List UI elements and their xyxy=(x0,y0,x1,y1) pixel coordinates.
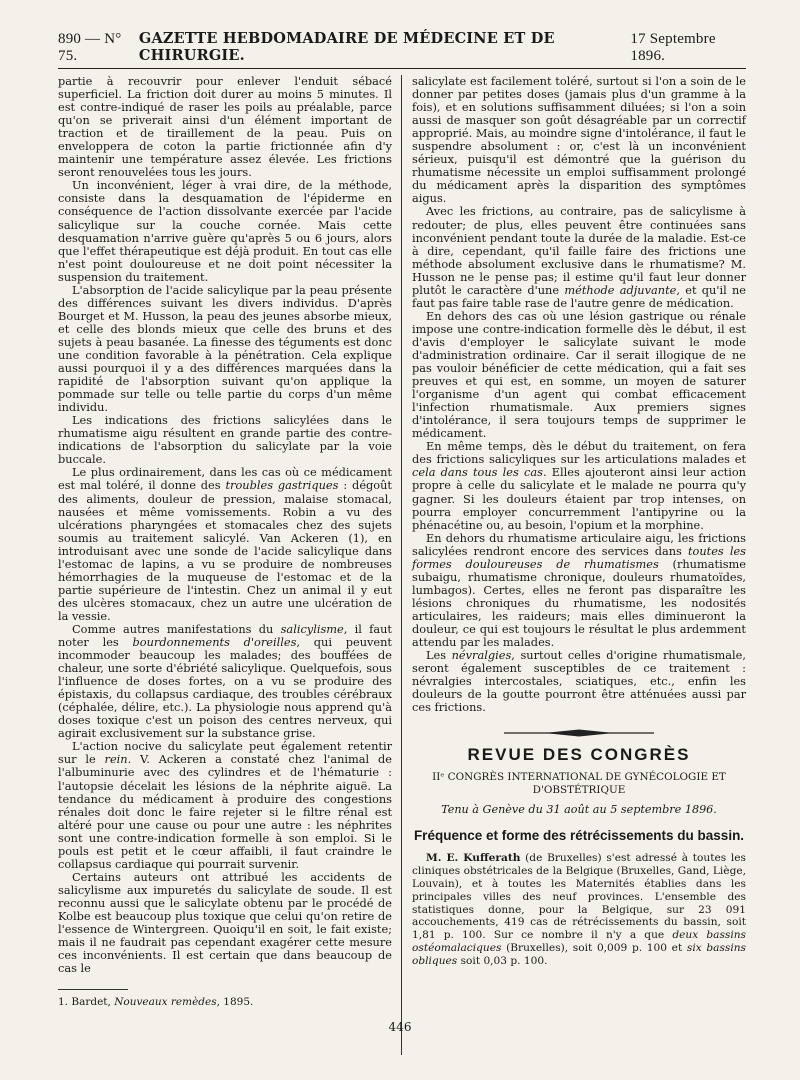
paragraph: Les névralgies, surtout celles d'origine rhumatismale, seront également susceptibles de ce traitement : névralgies intercostales, sciatiques, etc., enfin les douleurs de la goutte pourront être atténuées aussi par ces frictions. xyxy=(412,648,746,715)
article-paragraph: M. E. Kufferath (de Bruxelles) s'est adressé à toutes les cliniques obstétricales de la Belgique (Bruxelles, Gand, Liège, Louvain), et à toutes les Maternités établies dans les principales villes des neuf provinces. L'ensemble des statistiques donne, pour la Belgique, sur 23 091 accouchements, 419 cas de rétrécissements du bassin, soit 1,81 p. 100. Sur ce nombre il n'y a que deux bassins ostéomalaciques (Bruxelles), soit 0,009 p. 100 et six bassins obliques soit 0,03 p. 100. xyxy=(412,852,746,967)
footnote-separator xyxy=(58,989,128,990)
paragraph: Les indications des frictions salicylées dans le rhumatisme aigu résultent en grande partie des contre-indications de l'absorption du salicylate par la voie buccale. xyxy=(58,413,392,467)
journal-title: GAZETTE HEBDOMADAIRE DE MÉDECINE ET DE CHIRURGIE. xyxy=(138,30,555,64)
footnote: 1. Bardet, Nouveaux remèdes, 1895. xyxy=(58,996,254,1009)
paragraph: En dehors des cas où une lésion gastrique ou rénale impose une contre-indication formelle dès le début, il est d'avis d'employer le salicylate suivant le mode d'administration ordinaire. Car il serait illogique de ne pas vouloir bénéficier de cette médication, qui a fait ses preuves et qui est, en somme, un moyen de saturer l'organisme d'un agent qui combat efficacement l'infection rhumatismale. Aux premiers signes d'intolérance, il sera toujours temps de supprimer le médicament. xyxy=(412,308,746,441)
paragraph: Avec les frictions, au contraire, pas de salicylisme à redouter; de plus, elles peuvent être continuées sans inconvénient pendant toute la durée de la maladie. Est-ce à dire, cependant, qu'il faille faire des frictions une méthode absolument exclusive dans le rhumatisme? M. Husson ne le pense pas; il estime qu'il faut leur donner plutôt le caractère d'une méthode adjuvante, et qu'il ne faut pas faire table rase de l'autre genre de médication. xyxy=(412,204,747,310)
congress-name: IIᵉ CONGRÈS INTERNATIONAL DE GYNÉCOLOGIE ET D'OBSTÉTRIQUE xyxy=(432,771,726,797)
paragraph: Un inconvénient, léger à vrai dire, de la méthode, consiste dans la desquamation de l'épiderme en conséquence de l'action dissolvante exercée par l'acide salicylique sur la couche cornée. Mais cette desquamation n'arrive guère qu'après 5 ou 6 jours, alors que l'effet thérapeutique est déjà produit. En tout cas elle n'est point douloureuse et ne doit point nécessiter la suspension du traitement. xyxy=(58,178,392,284)
two-column-body xyxy=(58,75,746,1009)
congress-dates: Tenu à Genève du 31 août au 5 septembre 1896. xyxy=(441,803,717,817)
left-column xyxy=(58,75,402,1009)
paragraph: Le plus ordinairement, dans les cas où ce médicament est mal toléré, il donne des troubles gastriques : dégoût des aliments, douleur de pression, malaise stomacal, nausées et même vomissements. Robin a vu des ulcérations pharyngées et stomacales chez des sujets soumis au traitement salicylé. Van Ackeren (1), en introduisant avec une sonde de l'acide salicylique dans l'estomac de lapins, a vu se produire de nombreuses hémorrhagies de la muqueuse de l'estomac et de la partie supérieure de l'intestin. Chez un animal il y eut des ulcères stomacaux, chez un autre une ulcération de la vessie. xyxy=(58,465,392,623)
paragraph: En même temps, dès le début du traitement, on fera des frictions salicyliques sur les articulations malades et cela dans tous les cas. Elles ajouteront ainsi leur action propre à celle du salicylate et le malade ne pourra qu'y gagner. Si les douleurs étaient par trop intenses, on pourra employer concurremment l'antipyrine ou la phénacétine ou, au besoin, l'opium et la morphine. xyxy=(412,439,746,532)
folio-number: 446 xyxy=(388,1020,412,1034)
paragraph: L'action nocive du salicylate peut également retentir sur le rein. V. Ackeren a constaté chez l'animal de l'albuminurie avec des cylindres et de l'hématurie : l'autopsie décelait les lésions de la néphrite aiguë. La tendance du médicament à produire des congestions rénales doit donc le faire rejeter si le filtre rénal est altéré pour une cause ou pour une autre : les néphrites sont une contre-indication formelle à son emploi. Si le pouls est petit et le cœur affaibli, il faut craindre le collapsus cardiaque qui pourrait survenir. xyxy=(58,739,392,871)
page-number: 890 — N° 75. xyxy=(58,31,122,64)
paragraph: L'absorption de l'acide salicylique par la peau présente des différences suivant les divers individus. D'après Bourget et M. Husson, la peau des jeunes absorbe mieux, et celle des blonds mieux que celle des bruns et des sujets à peau basanée. La finesse des téguments est donc une condition favorable à la pénétration. Cela explique aussi pourquoi il y a des différences marquées dans la rapidité de l'absorption suivant qu'on applique la pommade sur telle ou telle partie du corps d'un même individu. xyxy=(58,282,392,415)
article-title: Fréquence et forme des rétrécissements du bassin. xyxy=(413,828,745,844)
paragraph: En dehors du rhumatisme articulaire aigu, les frictions salicylées rendront encore des services dans toutes les formes douloureuses de rhumatismes (rhumatisme subaigu, rhumatisme chronique, douleurs rhumatoïdes, lumbagos). Certes, elles ne feront pas disparaître les lésions chroniques du rhumatisme, les nodosités articulaires, les raideurs; mais elles diminueront la douleur, ce qui est toujours le résultat le plus ardemment attendu par les malades. xyxy=(412,530,746,650)
issue-date: 17 Septembre 1896. xyxy=(630,31,716,64)
section-title: REVUE DES CONGRÈS xyxy=(467,745,691,765)
column-rule xyxy=(401,75,402,1055)
journal-page xyxy=(58,30,746,1009)
paragraph: Certains auteurs ont attribué les accidents de salicylisme aux impuretés du salicylate de soude. Il est reconnu aussi que le salicylate obtenu par le procédé de Kolbe est beaucoup plus toxique que celui qu'on retire de l'essence de Wintergreen. Quoiqu'il en soit, le fait existe; mais il ne faudrait pas cependant exagérer cette mesure ces inconvénients. Il est certain que dans beaucoup de cas le xyxy=(58,869,392,976)
paragraph: partie à recouvrir pour enlever l'enduit sébacé superficiel. La friction doit durer au moins 5 minutes. Il est contre-indiqué de raser les poils au préalable, parce qu'on se priverait ainsi d'un élément important de traction et de tiraillement de la peau. Puis on enveloppera de coton la partie frictionnée afin d'y maintenir une température assez élevée. Les frictions seront renouvelées tous les jours. xyxy=(58,74,392,180)
ornament-rule xyxy=(412,728,746,738)
paragraph: Comme autres manifestations du salicylisme, il faut noter les bourdonnements d'oreilles, qui peuvent incommoder beaucoup les malades; des bouffées de chaleur, une sorte d'ébriété salicylique. Quelquefois, sous l'influence de doses fortes, on a vu se produire des épistaxis, du collapsus cardiaque, des troubles cérébraux (céphalée, délire, etc.). La physiologie nous apprend qu'à doses toxique c'est un poison des centres nerveux, qui agirait exclusivement sur la substance grise. xyxy=(58,621,392,741)
author-name: M. E. Kufferath xyxy=(426,852,521,865)
paragraph: salicylate est facilement toléré, surtout si l'on a soin de le donner par petites doses (jamais plus d'un gramme à la fois), et en solutions suffisamment diluées; si l'on a soin aussi de masquer son goût désagréable par un correctif approprié. Mais, au moindre signe d'intolérance, il faut le suspendre absolument : or, c'est là un inconvénient sérieux, puisqu'il est démontré que la guérison du rhumatisme nécessite un emploi suffisamment prolongé du médicament après la disparition des symptômes aigus. xyxy=(412,74,746,206)
running-header xyxy=(58,30,746,69)
right-column xyxy=(402,75,746,1009)
